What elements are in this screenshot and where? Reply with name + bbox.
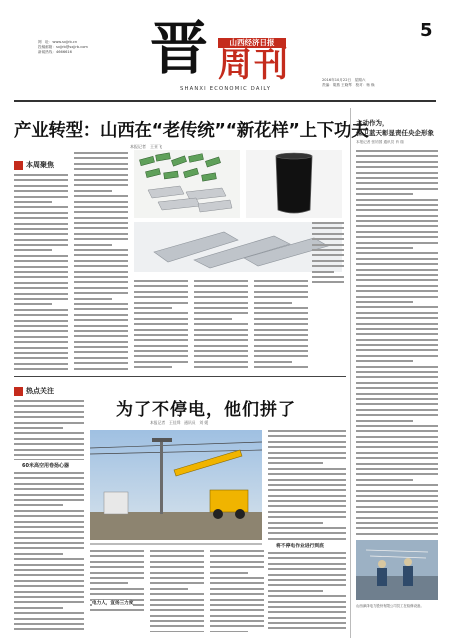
weekly-title: 周刊 xyxy=(218,45,290,85)
main-text-col-1 xyxy=(14,174,68,370)
date-line: 2016年10月22日 星期六 xyxy=(322,78,366,82)
metal-illustration xyxy=(134,222,342,272)
feature-text-col-1b xyxy=(14,472,84,632)
info-line: 网 址：www.sxjjrb.cn xyxy=(38,40,78,44)
section-tag-marker xyxy=(14,387,23,396)
date-block xyxy=(322,78,432,88)
beaker-illustration xyxy=(246,150,342,218)
info-line: 新闻热线：4666616 xyxy=(38,50,72,55)
page-number: 5 xyxy=(420,20,433,41)
photo-metal xyxy=(134,222,342,272)
photo-crane xyxy=(90,430,262,540)
section-tag-marker xyxy=(14,161,23,170)
main-text-col-6 xyxy=(312,222,344,370)
workers-illustration xyxy=(356,540,438,600)
photo-beaker xyxy=(246,150,342,218)
crane-caption-line xyxy=(90,543,262,545)
section-tag-label: 热点关注 xyxy=(26,387,54,395)
feature-text-col-1 xyxy=(14,400,84,460)
photo-products xyxy=(134,150,240,218)
feature-text-col-2 xyxy=(90,550,144,632)
contact-info xyxy=(38,40,128,56)
products-illustration xyxy=(134,150,240,218)
feature-text-col-5 xyxy=(268,430,346,540)
column-divider xyxy=(350,108,351,638)
side-headline: 保卫蓝天彰显责任央企形象 xyxy=(356,129,434,137)
masthead-rule xyxy=(14,100,436,102)
editor-line: 责编：胡燕 王晓琴 校对：杨 焕 xyxy=(322,83,375,88)
side-kicker: 主动作为， xyxy=(356,119,389,127)
main-text-col-4 xyxy=(194,280,248,370)
side-byline: 本报记者 张钧国 通讯员 肖 瑞 xyxy=(356,140,404,144)
english-name: SHANXI ECONOMIC DAILY xyxy=(180,86,272,92)
section-tag-label: 本周聚焦 xyxy=(26,161,54,169)
feature-subhead-2: 电力人，宣扬三力度 xyxy=(92,601,134,606)
main-text-col-3 xyxy=(134,280,188,370)
section-tag-hot xyxy=(14,386,54,396)
info-line: 投稿邮箱：sxjjrb@sxjjrb.com xyxy=(38,45,88,50)
main-byline: 本报记者 王亚飞 xyxy=(130,144,162,149)
crane-illustration xyxy=(90,430,262,540)
feature-text-col-6 xyxy=(268,552,346,632)
masthead xyxy=(0,0,450,100)
feature-byline: 本报记者 王佳舜 通讯员 刘 媛 xyxy=(150,420,209,425)
feature-headline: 为了不停电，他们拼了 xyxy=(116,400,296,420)
masthead-calligraphy: 晋 xyxy=(150,14,209,82)
feature-text-col-4 xyxy=(210,550,264,632)
section-tag-focus xyxy=(14,160,54,170)
main-text-col-2 xyxy=(74,152,128,370)
feature-subhead-1: 60米高空用卷扬心器 xyxy=(22,463,69,469)
feature-subhead-3: 将不停电作业进行到底 xyxy=(276,544,324,549)
paper-name: 山西经济日报 xyxy=(229,38,275,47)
photo-side-workers xyxy=(356,540,438,600)
feature-text-col-3 xyxy=(150,550,204,632)
main-headline: 产业转型：山西在“老传统”“新花样”上下功夫 xyxy=(14,121,369,141)
feature-rule xyxy=(14,376,346,377)
side-text xyxy=(356,150,438,536)
main-text-col-5 xyxy=(254,280,308,370)
side-caption: 山西漳泽电力股份有限公司员工在检修设备。 xyxy=(356,604,424,608)
